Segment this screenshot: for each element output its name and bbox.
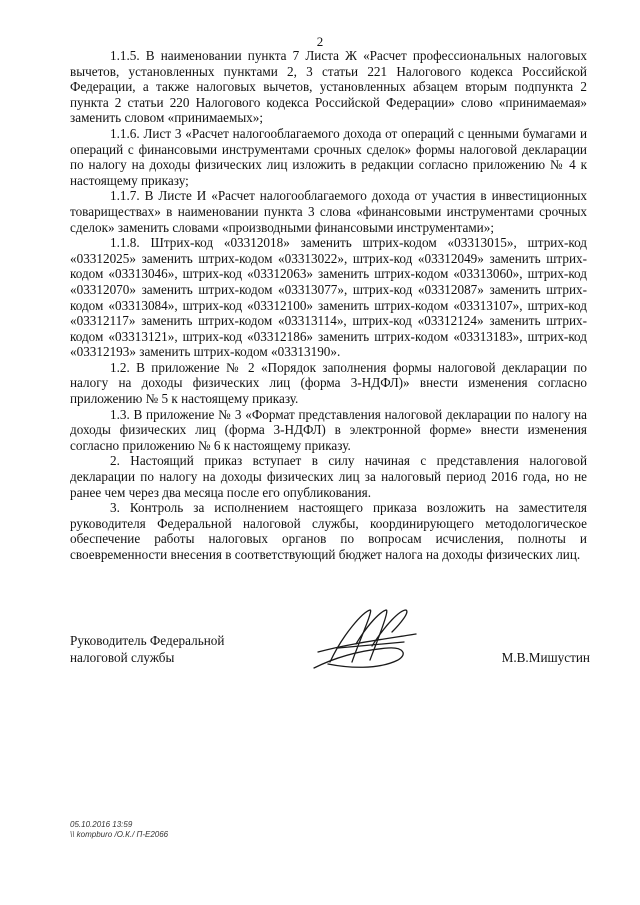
- signatory-name: М.В.Мишустин: [501, 650, 590, 665]
- paragraph-1-1-6: 1.1.6. Лист 3 «Расчет налогооблагаемого дохода от операций с ценными бумагами и операций с финансовыми инструментами срочных сделок» формы налоговой декларации по налогу на доходы физических лиц изложить в редакции согласно приложению № 4 к настоящему приказу;: [70, 125, 587, 188]
- signature-block: [70, 632, 590, 692]
- paragraph-1-2: 1.2. В приложение № 2 «Порядок заполнения формы налоговой декларации по налогу на доходы физических лиц (форма 3-НДФЛ)» внести изменения согласно приложению № 5 к настоящему приказу.: [70, 359, 587, 407]
- footer-meta: [70, 820, 168, 840]
- signatory-title: [70, 632, 224, 666]
- paragraph-3: 3. Контроль за исполнением настоящего приказа возложить на заместителя руководителя Федеральной налоговой службы, координирующего методологическое обеспечение работы налоговых органов по вопросам исчисления, полноты и своевременности внесения в соответствующий бюджет налога на доходы физических лиц.: [70, 500, 587, 562]
- signatory-title-line-1: Руководитель Федеральной: [70, 633, 225, 648]
- document-body: [70, 48, 587, 563]
- paragraph-1-1-7: 1.1.7. В Листе И «Расчет налогооблагаемого дохода от участия в инвестиционных товариществах» в наименовании пункта 3 слова «финансовыми инструментами срочных сделок» заменить словами «производными финансовыми инструментами»;: [70, 188, 587, 235]
- handwritten-signature: [308, 604, 428, 674]
- paragraph-1-3: 1.3. В приложение № 3 «Формат представления налоговой декларации по налогу на доходы физических лиц (форма 3-НДФЛ) в электронной форме» внести изменения согласно приложению № 6 к настоящему приказу.: [70, 406, 587, 453]
- page-number: 2: [316, 34, 324, 49]
- paragraph-1-1-8: 1.1.8. Штрих-код «03312018» заменить штрих-кодом «03313015», штрих-код «03312025» заменить штрих-кодом «03313022», штрих-код «03312049» заменить штрих-кодом «03313046», штрих-код «03312063» заменить штрих-кодом «03313060», штрих-код «03312070» заменить штрих-кодом «03313077», штрих-код «03312087» заменить штрих-кодом «03313084», штрих-код «03312100» заменить штрих-кодом «03313107», штрих-код «03312117» заменить штрих-кодом «03313114», штрих-код «03312124» заменить штрих-кодом «03313121», штрих-код «03312186» заменить штрих-кодом «03313183», штрих-код «03312193» заменить штрих-кодом «03313190».: [70, 235, 587, 360]
- paragraph-1-1-5: 1.1.5. В наименовании пункта 7 Листа Ж «Расчет профессиональных налоговых вычетов, установленных пунктами 2, 3 статьи 221 Налогового кодекса Российской Федерации, а также налоговых вычетов, установленных абзацем вторым подпункта 2 пункта 2 статьи 220 Налогового кодекса Российской Федерации» слово «принимаемая» заменить словом «принимаемых»;: [70, 48, 587, 126]
- footer-timestamp: 05.10.2016 13:59: [70, 820, 133, 829]
- footer-file-reference: \\ kompburo /О.К./ П-Е2066: [70, 830, 169, 839]
- signatory-title-line-2: налоговой службы: [70, 650, 175, 665]
- paragraph-2: 2. Настоящий приказ вступает в силу начиная с представления налоговой декларации по налогу на доходы физических лиц за налоговый период 2016 года, но не ранее чем через два месяца после его опубликования.: [70, 453, 587, 500]
